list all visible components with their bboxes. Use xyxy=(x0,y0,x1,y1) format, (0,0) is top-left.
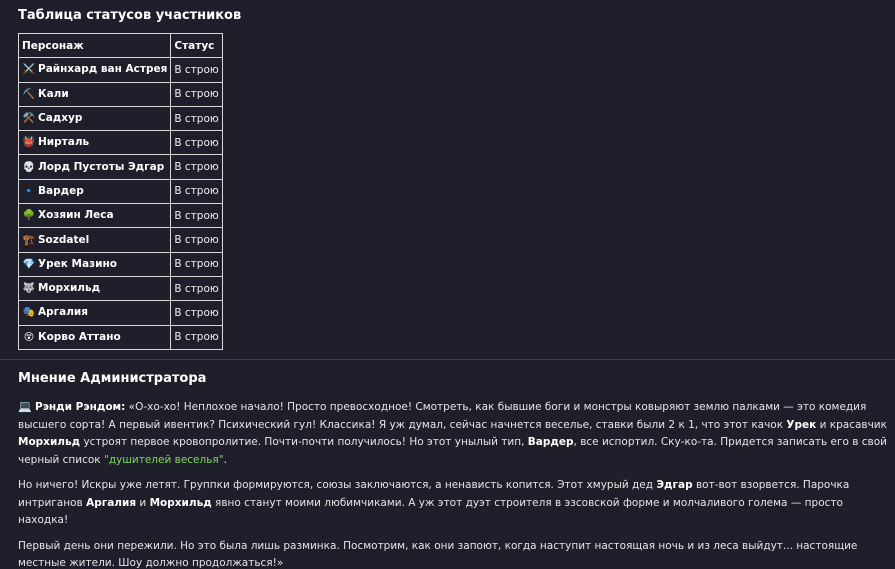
status-cell: В строю xyxy=(171,252,222,276)
character-name: Садхур xyxy=(38,112,83,125)
status-cell: В строю xyxy=(171,82,222,106)
text-segment: Но ничего! Искры уже летят. Группки формируются, союзы заключаются, а ненависть копится. Этот хмурый дед xyxy=(18,479,657,491)
table-row xyxy=(19,58,223,82)
character-name: Вардер xyxy=(38,184,84,197)
table-row xyxy=(19,325,223,349)
text-segment: и красавчик xyxy=(816,418,887,431)
character-cell xyxy=(19,131,171,155)
status-cell: В строю xyxy=(171,301,222,325)
character-name: Хозяин Леса xyxy=(38,209,114,222)
text-segment: «О-хо-хо! Неплохое начало! Просто превосходное! Смотреть, как бывшие боги и монстры ковыряют землю палками — это комедия высшего сорта! А первый ивентик? Психический гул! Классика! Я уж думал, сейчас начнется веселье, ставки были 2 к 1, что этот качок xyxy=(18,401,867,431)
highlight-name: Морхильд xyxy=(18,436,81,448)
status-cell: В строю xyxy=(171,179,222,203)
table-row xyxy=(19,252,223,276)
character-name: Кали xyxy=(38,87,69,100)
green-highlight: "душителей веселья" xyxy=(103,453,224,466)
status-cell: В строю xyxy=(171,155,222,179)
text-segment: , все испортил. Ску-ко-та. Придется записать его в свой черный список xyxy=(18,436,887,466)
character-name: Лорд Пустоты Эдгар xyxy=(38,160,165,173)
status-title: Таблица статусов участников xyxy=(18,8,242,23)
table-row xyxy=(19,301,223,325)
construction-icon: 🏗️ xyxy=(22,234,36,246)
text-segment: . xyxy=(223,453,227,466)
column-header-character: Персонаж xyxy=(19,34,171,58)
gem-icon: 💎 xyxy=(22,258,36,270)
text-segment: Первый день они пережили. Но это была лишь разминка. Посмотрим, как они запоют, когда наступит настоящая ночь и из леса выйдут... настоящие местные жители. Шоу должно продолжаться!» xyxy=(18,539,858,569)
highlight-name: Эдгар xyxy=(656,479,693,491)
table-row xyxy=(19,106,223,130)
character-name: Корво Аттано xyxy=(38,330,121,343)
character-name: Райнхард ван Астрея xyxy=(38,63,168,76)
theater-masks-icon: 🎭 xyxy=(22,307,36,319)
status-table xyxy=(18,33,223,350)
admin-paragraph-3 xyxy=(18,538,888,569)
character-cell xyxy=(19,228,171,252)
character-cell xyxy=(19,252,171,276)
pickaxe-icon: ⛏️ xyxy=(22,88,36,100)
computer-icon: 💻 xyxy=(18,400,32,413)
table-row xyxy=(19,155,223,179)
status-cell: В строю xyxy=(171,228,222,252)
status-cell: В строю xyxy=(171,131,222,155)
column-header-status: Статус xyxy=(171,34,222,58)
character-cell xyxy=(19,179,171,203)
hammer-pick-icon: ⚒️ xyxy=(22,113,36,125)
speaker-name: Рэнди Рэндом: xyxy=(35,401,126,413)
text-segment: устроят первое кровопролитие. Почти-почти получилось! Но этот унылый тип, xyxy=(80,436,528,448)
character-name: Аргалия xyxy=(38,306,89,319)
admin-opinion-section xyxy=(18,369,888,569)
section-divider xyxy=(0,359,895,360)
character-name: Морхильд xyxy=(38,282,101,295)
status-cell: В строю xyxy=(171,325,222,349)
crossed-swords-icon: ⚔️ xyxy=(22,64,36,76)
status-cell: В строю xyxy=(171,106,222,130)
blue-diamond-icon: 🔹 xyxy=(22,185,36,197)
table-row xyxy=(19,131,223,155)
status-cell: В строю xyxy=(171,276,222,300)
highlight-name: Урек xyxy=(786,418,817,431)
character-cell xyxy=(19,204,171,228)
character-name: Нирталь xyxy=(38,136,90,149)
text-segment: вот-вот взорвется. Парочка интриганов xyxy=(18,479,850,509)
character-cell xyxy=(19,301,171,325)
character-cell xyxy=(19,325,171,349)
highlight-name: Вардер xyxy=(527,436,574,448)
character-cell xyxy=(19,82,171,106)
text-segment: явно станут моими любимчиками. А уж этот дуэт строителя в эзсовской форме и молчаливого голема — просто находка! xyxy=(18,496,843,526)
table-header-row xyxy=(19,34,223,58)
status-cell: В строю xyxy=(171,204,222,228)
table-row xyxy=(19,82,223,106)
character-cell xyxy=(19,155,171,179)
admin-title: Мнение Администратора xyxy=(18,371,207,386)
admin-paragraph-2 xyxy=(18,477,888,530)
wolf-icon: 🐺 xyxy=(22,283,36,295)
character-cell xyxy=(19,276,171,300)
table-row xyxy=(19,179,223,203)
highlight-name: Аргалия xyxy=(86,496,137,509)
character-cell xyxy=(19,106,171,130)
table-row xyxy=(19,276,223,300)
character-name: Sozdatel xyxy=(38,233,90,246)
highlight-name: Морхильд xyxy=(149,496,212,509)
character-name: Урек Мазино xyxy=(38,257,117,270)
table-row xyxy=(19,228,223,252)
text-segment: и xyxy=(136,496,150,509)
skull-icon: 💀 xyxy=(22,161,36,173)
status-cell: В строю xyxy=(171,58,222,82)
table-row xyxy=(19,204,223,228)
dizzy-face-icon: 😵 xyxy=(23,331,35,343)
status-section xyxy=(18,6,888,350)
admin-paragraph-1 xyxy=(18,398,888,469)
character-cell xyxy=(19,58,171,82)
ogre-icon: 👹 xyxy=(22,137,36,149)
tree-icon: 🌳 xyxy=(22,210,36,222)
